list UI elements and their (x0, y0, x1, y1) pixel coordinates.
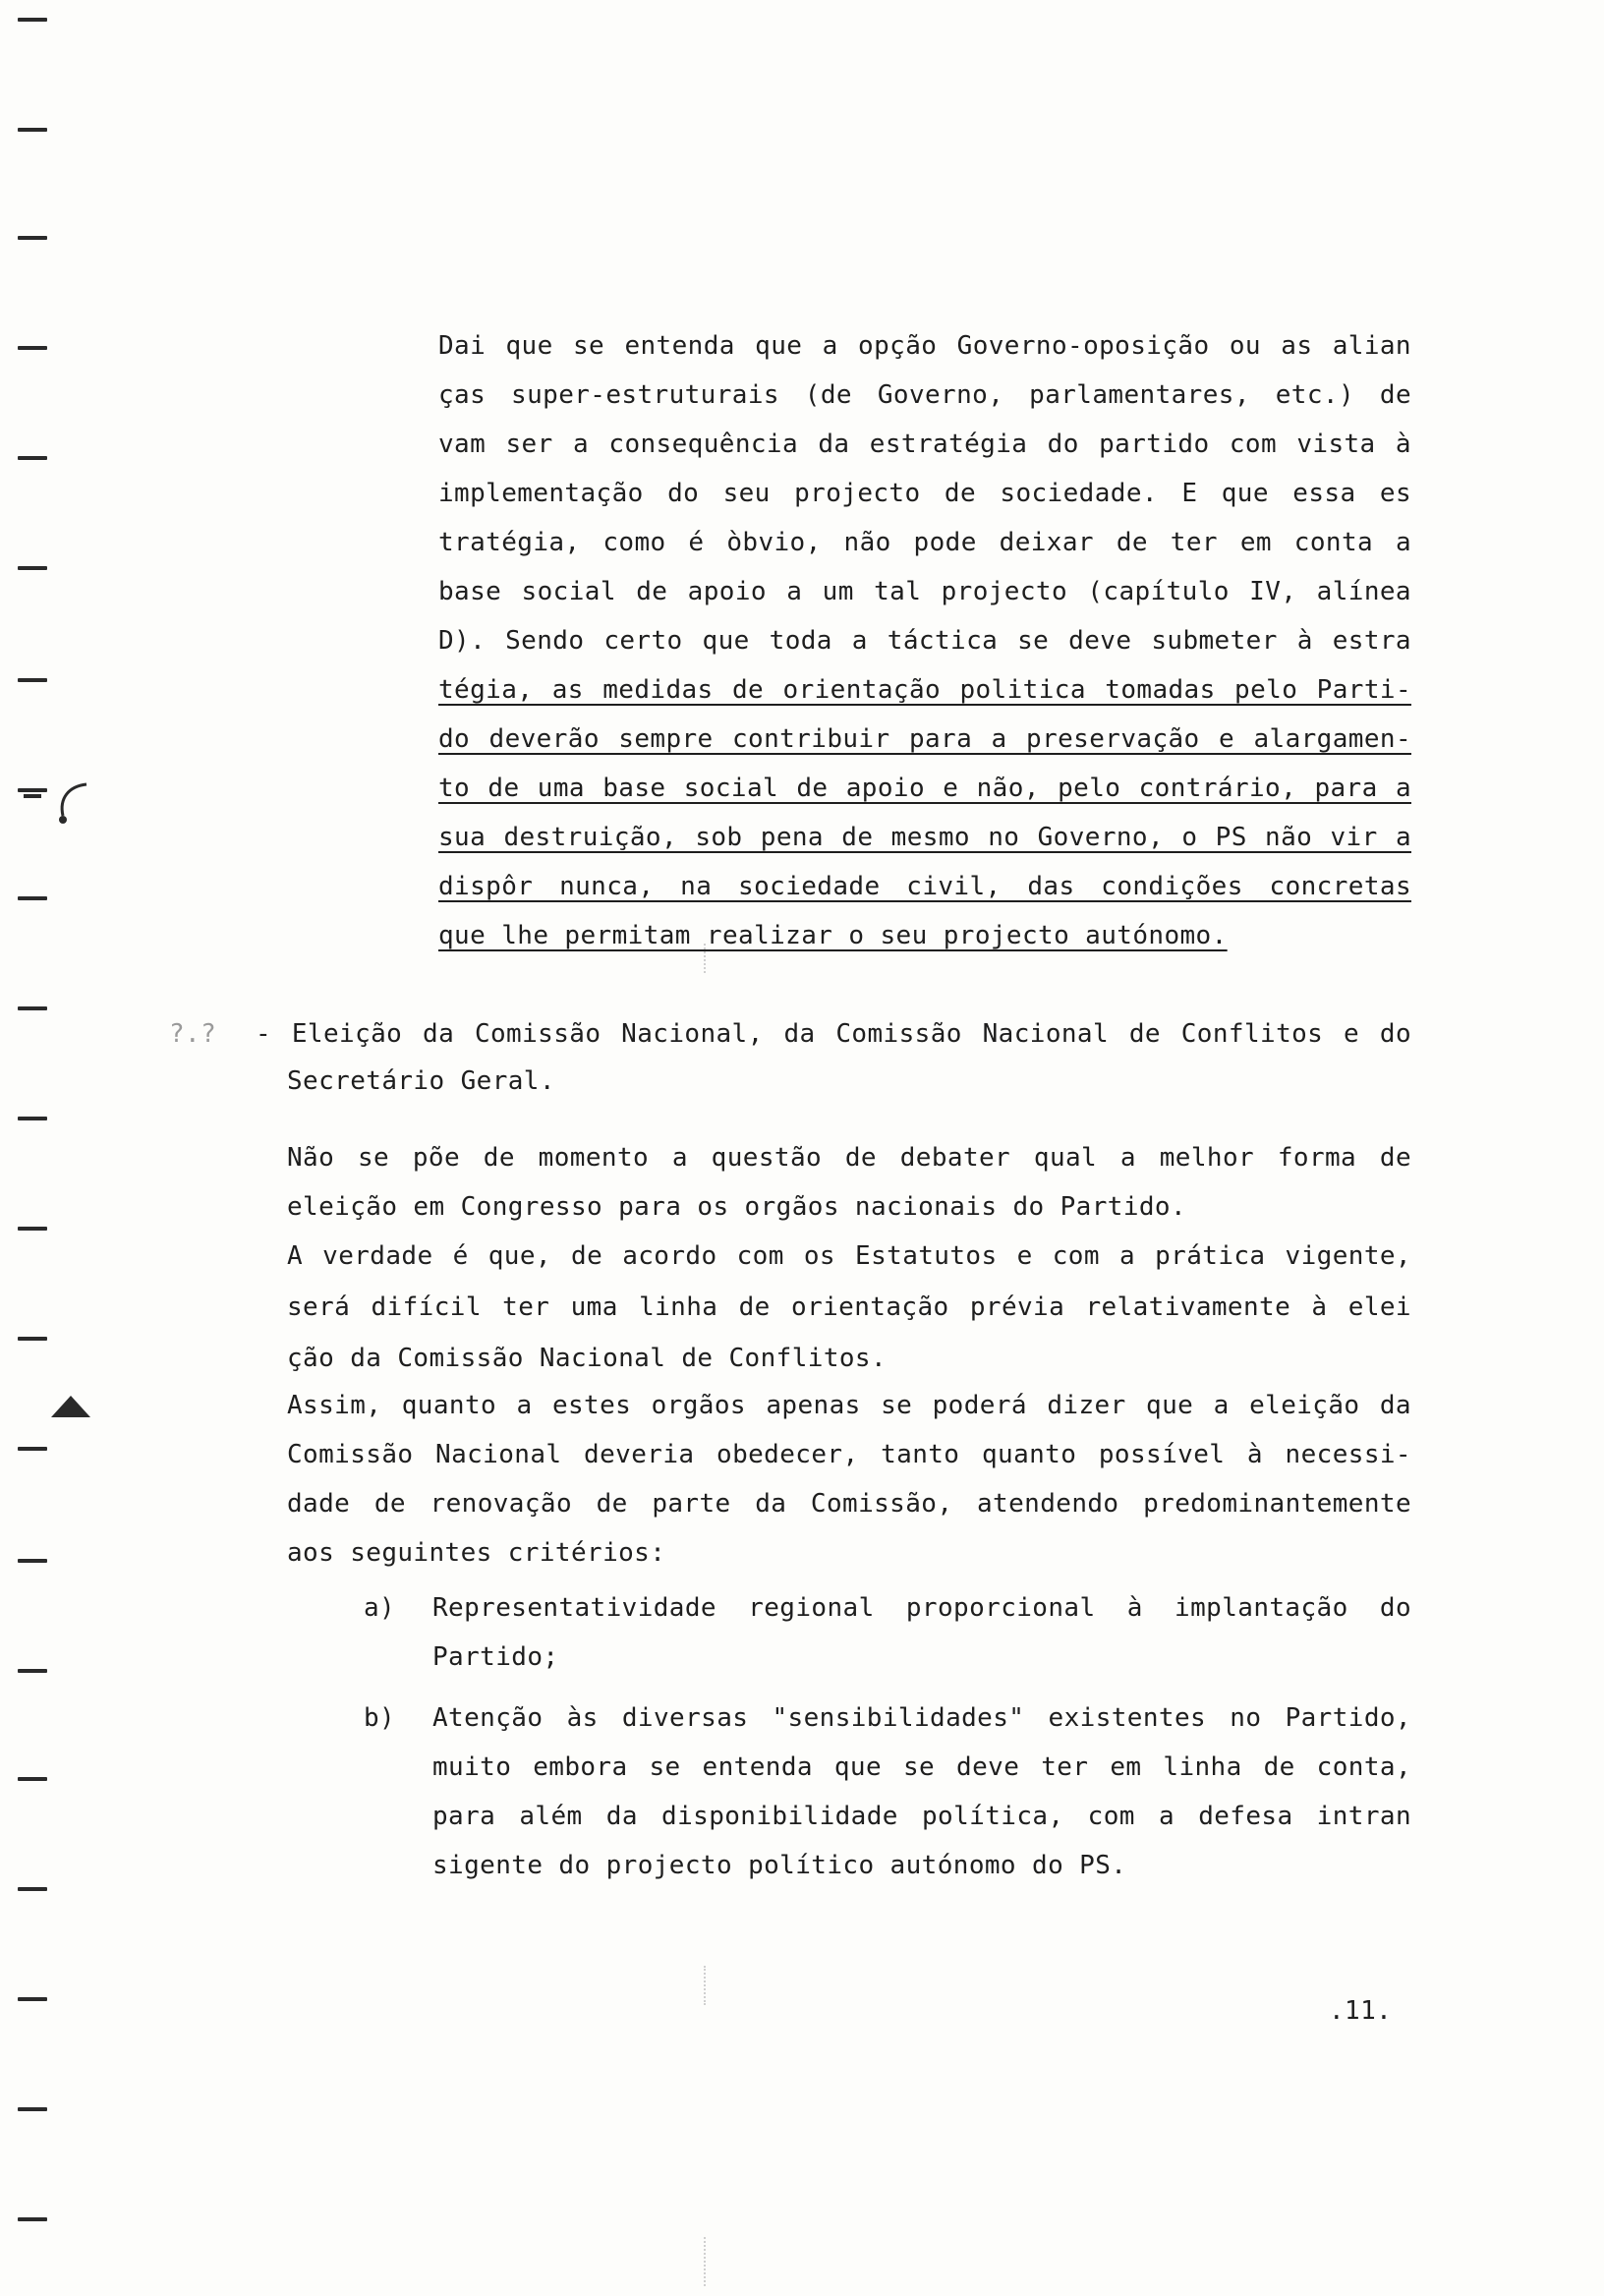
underlined-text-line: sua destruição, sob pena de mesmo no Governo, o PS não vir a (438, 823, 1411, 852)
margin-tick (18, 128, 47, 132)
text-line: A verdade é que, de acordo com os Estatutos e com a prática vigente, (287, 1241, 1411, 1271)
scan-dotted-line (704, 2237, 708, 2286)
margin-tick (18, 1337, 47, 1341)
text-line: tratégia, como é òbvio, não pode deixar de ter em conta a (438, 528, 1411, 557)
text-line: Partido; (432, 1642, 559, 1672)
text-line: aos seguintes critérios: (287, 1538, 666, 1568)
margin-tick (18, 1227, 47, 1231)
margin-tick (18, 2107, 47, 2111)
margin-tick (18, 18, 47, 22)
margin-tick (18, 896, 47, 900)
section-heading (169, 1014, 1411, 1054)
underlined-text-line: dispôr nunca, na sociedade civil, das condições concretas (438, 872, 1411, 901)
text-line: implementação do seu projecto de sociedade. E que essa es (438, 479, 1411, 508)
text-line: dade de renovação de parte da Comissão, atendendo predominantemente (287, 1489, 1411, 1519)
margin-tick (18, 346, 47, 350)
text-line: Dai que se entenda que a opção Governo-oposição ou as alian (438, 331, 1411, 361)
text-line: ção da Comissão Nacional de Conflitos. (287, 1344, 888, 1373)
text-line: D). Sendo certo que toda a táctica se deve submeter à estra (438, 626, 1411, 656)
margin-tick (18, 456, 47, 460)
margin-tick (18, 1997, 47, 2001)
margin-tick (18, 1777, 47, 1781)
margin-tick (18, 1887, 47, 1891)
margin-marks (18, 0, 57, 2296)
section-number: ?.? (169, 1019, 217, 1049)
margin-tick (18, 1447, 47, 1451)
section-title-continuation: Secretário Geral. (287, 1066, 555, 1096)
text-line: base social de apoio a um tal projecto (capítulo IV, alínea (438, 577, 1411, 606)
list-item-letter: b) (364, 1703, 396, 1733)
text-line: muito embora se entenda que se deve ter em linha de conta, (432, 1752, 1411, 1782)
scan-dotted-line (704, 1966, 708, 2005)
list-item-letter: a) (364, 1593, 396, 1623)
text-line: sigente do projecto político autónomo do PS. (432, 1851, 1127, 1880)
margin-tick (18, 1669, 47, 1673)
text-line: Representatividade regional proporcional à implantação do (432, 1593, 1411, 1623)
margin-tick (18, 566, 47, 570)
underlined-text-line: do deverão sempre contribuir para a preservação e alargamen- (438, 724, 1411, 754)
text-line: vam ser a consequência da estratégia do partido com vista à (438, 430, 1411, 459)
text-line: eleição em Congresso para os orgãos nacionais do Partido. (287, 1192, 1187, 1222)
text-line: Não se põe de momento a questão de debater qual a melhor forma de (287, 1143, 1411, 1173)
text-line: ças super-estruturais (de Governo, parlamentares, etc.) de (438, 380, 1411, 410)
text-line: Assim, quanto a estes orgãos apenas se poderá dizer que a eleição da (287, 1391, 1411, 1420)
underlined-text-line: tégia, as medidas de orientação politica tomadas pelo Parti- (438, 675, 1411, 705)
margin-tick (18, 236, 47, 240)
underlined-text-line: que lhe permitam realizar o seu projecto autónomo. (438, 921, 1228, 950)
margin-tick (18, 1559, 47, 1563)
page-number: .11. (1329, 1996, 1393, 2026)
section-title: - Eleição da Comissão Nacional, da Comissão Nacional de Conflitos e do (256, 1019, 1411, 1049)
text-line: Comissão Nacional deveria obedecer, tanto quanto possível à necessi- (287, 1440, 1411, 1469)
margin-tick (18, 2217, 47, 2221)
text-line: será difícil ter uma linha de orientação prévia relativamente à elei (287, 1292, 1411, 1322)
margin-tick (18, 678, 47, 682)
margin-tick (18, 1006, 47, 1010)
text-line: para além da disponibilidade política, com a defesa intran (432, 1802, 1411, 1831)
scan-artifact-blot (47, 1392, 96, 1421)
scan-artifact-mark (20, 776, 98, 835)
text-line: Atenção às diversas "sensibilidades" existentes no Partido, (432, 1703, 1411, 1733)
margin-tick (18, 1117, 47, 1120)
underlined-text-line: to de uma base social de apoio e não, pelo contrário, para a (438, 774, 1411, 803)
